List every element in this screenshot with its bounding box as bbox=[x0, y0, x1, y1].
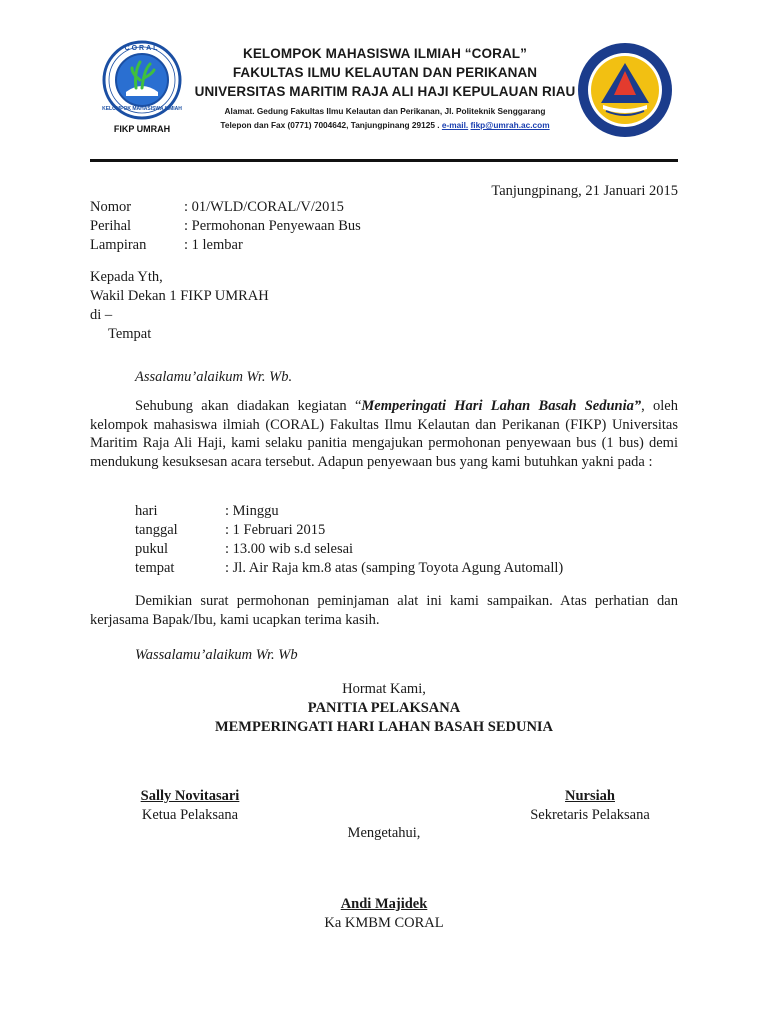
body-paragraph-1 bbox=[90, 397, 678, 471]
closing-block bbox=[90, 680, 678, 737]
schedule-row bbox=[135, 540, 563, 559]
greeting: Assalamu’alaikum Wr. Wb. bbox=[135, 369, 293, 385]
paragraph-text: , oleh kelompok mahasiswa ilmiah (CORAL) Fakultas Ilmu Kelautan dan Perikanan (FIKP) Universitas Maritim Raja Ali Haji, kami selaku panitia mengajukan permohonan penyewaan bus (1 bus) demi mendukung kesuksesan acara tersebut. Adapun penyewaan bus yang kami butuhkan yakni pada : bbox=[90, 398, 678, 470]
schedule-row bbox=[135, 502, 563, 521]
signatory-name: Nursiah bbox=[565, 788, 615, 804]
letterhead bbox=[190, 44, 580, 132]
meta-label: Nomor bbox=[90, 199, 132, 215]
meta-value: : 1 lembar bbox=[184, 237, 243, 253]
paragraph-text: Sehubung akan diadakan kegiatan “ bbox=[135, 398, 362, 414]
schedule-label: pukul bbox=[135, 541, 169, 557]
university-logo bbox=[576, 41, 674, 139]
respect-line: Hormat Kami, bbox=[342, 681, 426, 697]
signatory-name: Andi Majidek bbox=[340, 896, 428, 912]
schedule-value: : 13.00 wib s.d selesai bbox=[225, 541, 354, 557]
org-name: KELOMPOK MAHASISWA ILMIAH “CORAL” bbox=[242, 46, 528, 61]
signature-right bbox=[500, 787, 680, 825]
university-name: UNIVERSITAS MARITIM RAJA ALI HAJI KEPULAUAN RIAU bbox=[194, 84, 576, 99]
schedule-label: tanggal bbox=[135, 522, 178, 538]
meta-row bbox=[90, 198, 361, 217]
coral-logo bbox=[96, 40, 188, 140]
schedule-label: tempat bbox=[135, 560, 175, 576]
event-name: Memperingati Hari Lahan Basah Sedunia” bbox=[361, 398, 642, 414]
contact-line bbox=[190, 118, 580, 132]
schedule-value: : 1 Februari 2015 bbox=[225, 522, 326, 538]
letterhead-divider bbox=[90, 159, 678, 162]
recipient-line: Wakil Dekan 1 FIKP UMRAH bbox=[90, 288, 269, 304]
body-paragraph-2: Demikian surat permohonan peminjaman alat ini kami sampaikan. Atas perhatian dan kerjasama Bapak/Ibu, kami ucapkan terima kasih. bbox=[90, 593, 678, 628]
logo-ring-text: CORAL bbox=[124, 45, 160, 52]
schedule-row bbox=[135, 521, 563, 540]
email-link[interactable]: fikp@umrah.ac.com bbox=[470, 120, 550, 130]
recipient-line: Tempat bbox=[108, 326, 152, 342]
committee-title: PANITIA PELAKSANA bbox=[307, 700, 461, 716]
meta-value: : 01/WLD/CORAL/V/2015 bbox=[184, 199, 344, 215]
meta-value: : Permohonan Penyewaan Bus bbox=[184, 218, 361, 234]
meta-label: Perihal bbox=[90, 218, 132, 234]
address-line: Alamat. Gedung Fakultas Ilmu Kelautan dan Perikanan, Jl. Politeknik Senggarang bbox=[224, 106, 546, 116]
signatory-role: Ka KMBM CORAL bbox=[324, 915, 444, 931]
signatory-role: Sekretaris Pelaksana bbox=[530, 807, 650, 823]
recipient-line: Kepada Yth, bbox=[90, 269, 163, 285]
meta-row bbox=[90, 217, 361, 236]
schedule-row bbox=[135, 559, 563, 578]
closing-greeting: Wassalamu’alaikum Wr. Wb bbox=[135, 647, 298, 663]
meta-label: Lampiran bbox=[90, 237, 147, 253]
schedule-list bbox=[135, 502, 563, 578]
faculty-name: FAKULTAS ILMU KELAUTAN DAN PERIKANAN bbox=[232, 65, 538, 80]
date-place: Tanjungpinang, 21 Januari 2015 bbox=[491, 183, 678, 199]
logo-ring-text-bottom: KELOMPOK MAHASISWA ILMIAH bbox=[102, 106, 182, 112]
acknowledge-label: Mengetahui, bbox=[347, 825, 421, 841]
recipient-block bbox=[90, 268, 269, 344]
logo-caption: FIKP UMRAH bbox=[113, 124, 171, 134]
letter-meta bbox=[90, 198, 361, 255]
signature-bottom bbox=[284, 895, 484, 933]
schedule-value: : Jl. Air Raja km.8 atas (samping Toyota Agung Automall) bbox=[225, 560, 564, 576]
signatory-name: Sally Novitasari bbox=[140, 788, 240, 804]
event-title: MEMPERINGATI HARI LAHAN BASAH SEDUNIA bbox=[214, 719, 554, 735]
schedule-label: hari bbox=[135, 503, 158, 519]
schedule-value: : Minggu bbox=[225, 503, 279, 519]
email-label[interactable]: e-mail. bbox=[441, 120, 469, 130]
signatory-role: Ketua Pelaksana bbox=[141, 807, 239, 823]
recipient-line: di – bbox=[90, 307, 113, 323]
phone-text: Telepon dan Fax (0771) 7004642, Tanjungpinang 29125 . bbox=[220, 120, 440, 130]
meta-row bbox=[90, 236, 361, 255]
signature-left bbox=[120, 787, 260, 825]
